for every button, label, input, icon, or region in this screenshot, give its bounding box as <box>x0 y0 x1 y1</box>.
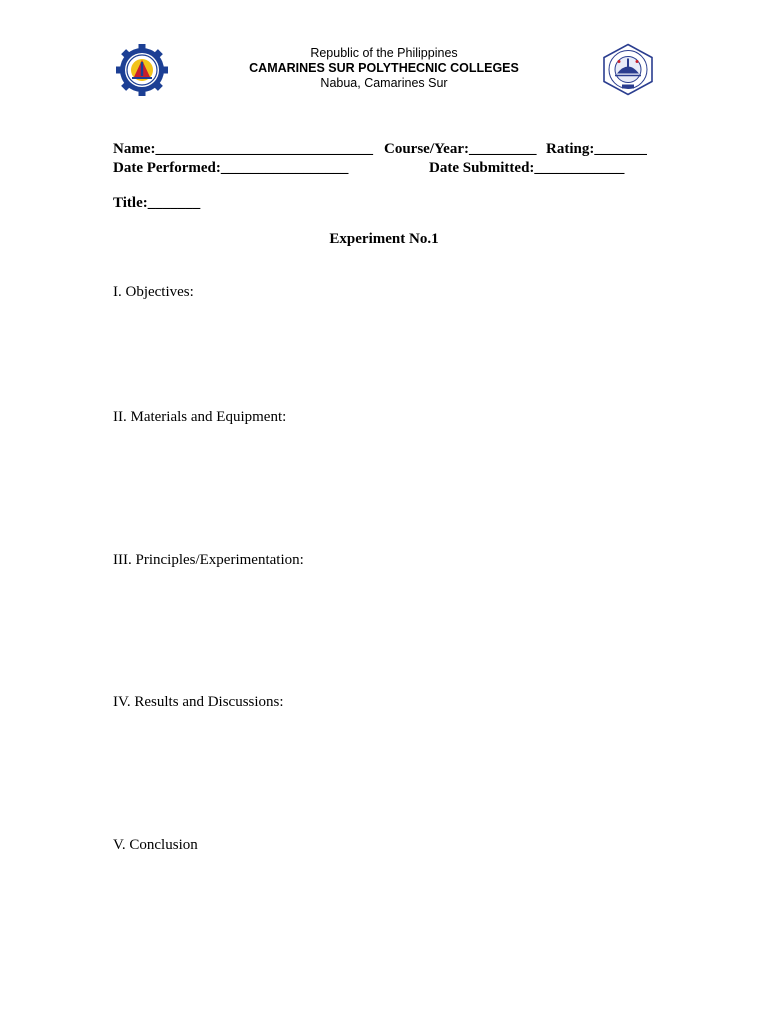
institution-name: CAMARINES SUR POLYTHECNIC COLLEGES <box>249 61 519 75</box>
section-principles: III. Principles/Experimentation: <box>113 552 304 568</box>
name-field[interactable]: Name:_____________________________ <box>113 141 373 157</box>
letterhead <box>200 46 568 91</box>
date-performed-field[interactable]: Date Performed:_________________ <box>113 160 349 176</box>
college-seal-logo <box>600 43 656 96</box>
section-materials: II. Materials and Equipment: <box>113 409 287 425</box>
address-line: Nabua, Camarines Sur <box>320 76 448 90</box>
section-conclusion: V. Conclusion <box>113 837 198 853</box>
section-objectives: I. Objectives: <box>113 284 194 300</box>
experiment-heading: Experiment No.1 <box>329 231 439 247</box>
date-submitted-field[interactable]: Date Submitted:____________ <box>429 160 625 176</box>
republic-line: Republic of the Philippines <box>310 46 458 60</box>
course-year-field[interactable]: Course/Year:_________ <box>384 141 537 157</box>
college-gear-logo <box>116 43 168 97</box>
rating-field[interactable]: Rating:_______ <box>546 141 647 157</box>
section-results: IV. Results and Discussions: <box>113 694 284 710</box>
title-field[interactable]: Title:_______ <box>113 195 201 211</box>
